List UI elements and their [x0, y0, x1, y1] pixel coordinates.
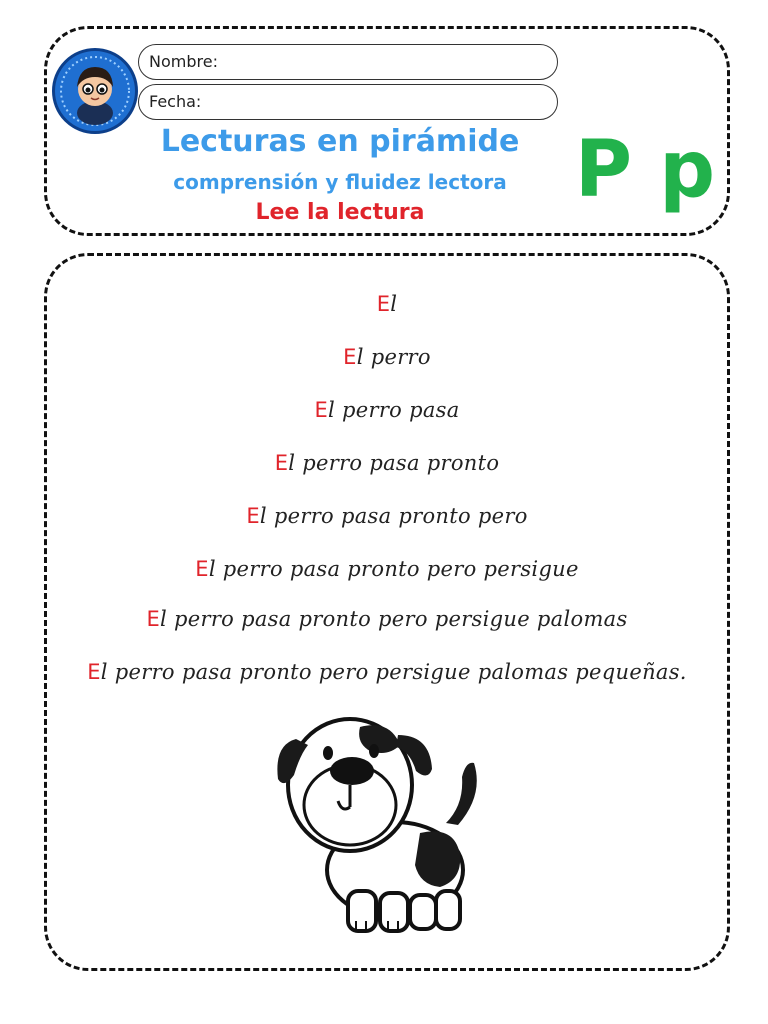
line-text: l perro pasa pronto pero [259, 504, 528, 528]
line-text: l [390, 292, 398, 316]
reading-line [44, 607, 730, 631]
reading-line [44, 292, 730, 316]
reading-line [44, 345, 730, 369]
reading-line [44, 557, 730, 581]
line-first-letter: E [195, 557, 209, 581]
name-field[interactable] [138, 44, 558, 80]
name-label: Nombre: [149, 52, 218, 71]
line-text: l perro pasa pronto pero persigue [208, 557, 579, 581]
page-subtitle: comprensión y fluidez lectora [173, 170, 507, 194]
line-first-letter: E [146, 607, 161, 631]
line-text: l perro pasa [328, 398, 460, 422]
page-title: Lecturas en pirámide [160, 124, 520, 159]
cartoon-child-logo-icon [52, 48, 138, 134]
line-text: l perro pasa pronto pero persigue palomas [160, 607, 628, 631]
line-first-letter: E [246, 504, 260, 528]
date-label: Fecha: [149, 92, 202, 111]
line-first-letter: E [274, 451, 289, 475]
dog-illustration-icon [270, 705, 500, 945]
line-first-letter: E [343, 345, 357, 369]
line-text: l perro [356, 345, 431, 369]
line-text: l perro pasa pronto pero persigue palomas pequeñas. [100, 660, 687, 684]
line-first-letter: E [87, 660, 101, 684]
line-first-letter: E [376, 292, 391, 316]
reading-line [44, 660, 730, 684]
line-first-letter: E [314, 398, 329, 422]
reading-line [44, 451, 730, 475]
reading-line [44, 398, 730, 422]
date-field[interactable] [138, 84, 558, 120]
line-text: l perro pasa pronto [288, 451, 500, 475]
reading-line [44, 504, 730, 528]
letter-pair: P p [574, 125, 716, 215]
instruction-text: Lee la lectura [255, 200, 425, 225]
